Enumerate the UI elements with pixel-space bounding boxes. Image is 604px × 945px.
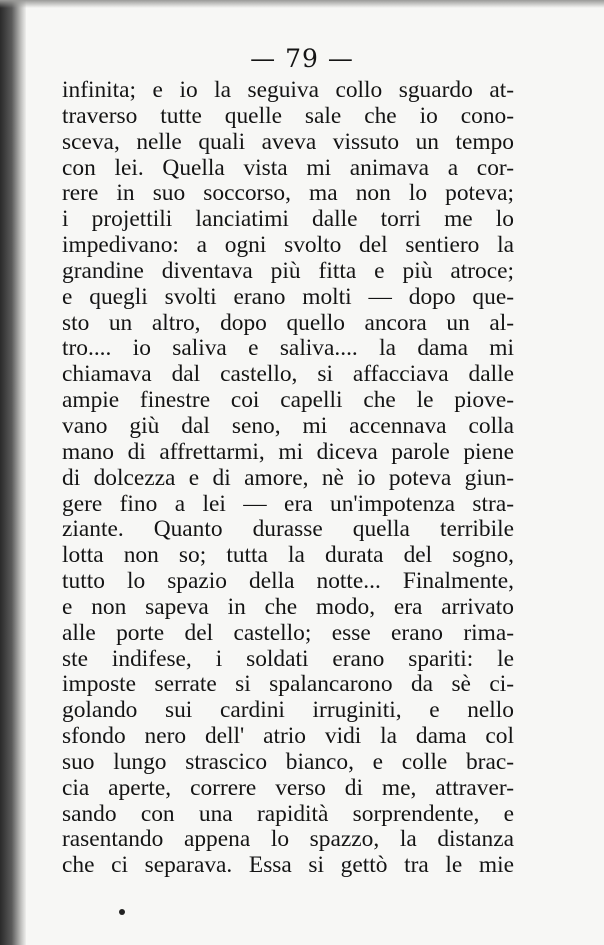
text-line: i projettili lanciatimi dalle torri me lo bbox=[62, 206, 514, 233]
text-line: alle porte del castello; esse erano rima- bbox=[62, 619, 514, 646]
text-line: rasentando appena lo spazzo, la distanza bbox=[62, 826, 514, 853]
binding-shadow bbox=[0, 0, 26, 945]
text-line: golando sui cardini irruginiti, e nello bbox=[62, 697, 514, 724]
text-line: chiamava dal castello, si affacciava dalle bbox=[62, 361, 514, 388]
text-line: mano di affrettarmi, mi diceva parole piene bbox=[62, 438, 514, 465]
ink-spot bbox=[119, 909, 125, 915]
text-line: con lei. Quella vista mi animava a cor- bbox=[62, 154, 514, 181]
top-edge-shadow bbox=[0, 0, 604, 8]
text-line: ziante. Quanto durasse quella terribile bbox=[62, 516, 514, 543]
text-line: rere in suo soccorso, ma non lo poteva; bbox=[62, 180, 514, 207]
text-line: che ci separava. Essa si gettò tra le mie bbox=[62, 852, 514, 879]
text-line: di dolcezza e di amore, nè io poteva giun- bbox=[62, 464, 514, 491]
text-line: ste indifese, i soldati erano spariti: le bbox=[62, 645, 514, 672]
text-line: traverso tutte quelle sale che io cono- bbox=[62, 102, 514, 129]
text-line: tro.... io saliva e saliva.... la dama mi bbox=[62, 335, 514, 362]
page-number: — 79 — bbox=[250, 44, 354, 73]
text-line: gere fino a lei — era un'impotenza stra- bbox=[62, 490, 514, 517]
text-line: sfondo nero dell' atrio vidi la dama col bbox=[62, 723, 514, 750]
text-line: tutto lo spazio della notte... Finalmente, bbox=[62, 568, 514, 595]
text-line: cia aperte, correre verso di me, attraver- bbox=[62, 774, 514, 801]
text-line: sto un altro, dopo quello ancora un al- bbox=[62, 309, 514, 336]
text-line: infinita; e io la seguiva collo sguardo at- bbox=[62, 77, 514, 103]
text-line: grandine diventava più fitta e più atroce; bbox=[62, 257, 514, 284]
text-line: lotta non so; tutta la durata del sogno, bbox=[62, 542, 514, 569]
text-line: ampie finestre coi capelli che le piove- bbox=[62, 387, 514, 414]
text-line: e non sapeva in che modo, era arrivato bbox=[62, 593, 514, 620]
text-line: sceva, nelle quali aveva vissuto un tempo bbox=[62, 128, 514, 155]
text-line: e quegli svolti erano molti — dopo que- bbox=[62, 283, 514, 310]
text-line: imposte serrate si spalancarono da sè ci- bbox=[62, 671, 514, 698]
text-line: sando con una rapidità sorprendente, e bbox=[62, 800, 514, 827]
text-line: vano giù dal seno, mi accennava colla bbox=[62, 412, 514, 439]
text-line: impedivano: a ogni svolto del sentiero la bbox=[62, 232, 514, 259]
body-text bbox=[62, 78, 514, 879]
text-line: suo lungo strascico bianco, e colle brac- bbox=[62, 748, 514, 775]
